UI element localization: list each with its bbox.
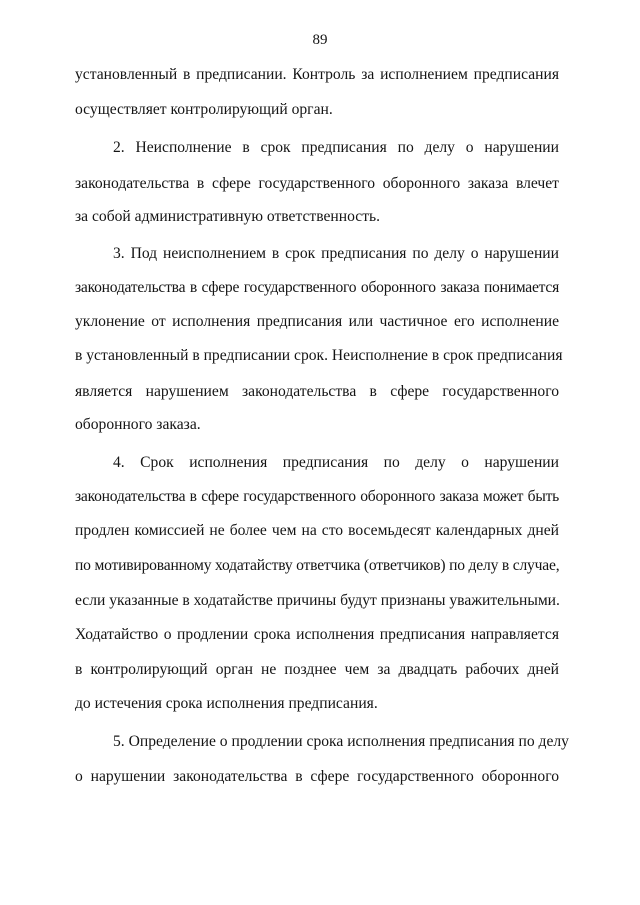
- text-line: Ходатайство о продлении срока исполнения предписания направляется: [75, 626, 559, 643]
- text-line: 5. Определение о продлении срока исполнения предписания по делу: [113, 733, 569, 750]
- text-line: установленный в предписании. Контроль за исполнением предписания: [75, 66, 559, 83]
- text-line: продлен комиссией не более чем на сто восемьдесят календарных дней: [75, 522, 559, 539]
- text-line: о нарушении законодательства в сфере государственного оборонного: [75, 768, 559, 785]
- text-line: 3. Под неисполнением в срок предписания по делу о нарушении: [113, 245, 559, 262]
- text-line: законодательства в сфере государственного оборонного заказа может быть: [75, 488, 559, 505]
- text-line: является нарушением законодательства в сфере государственного: [75, 383, 559, 400]
- text-line: осуществляет контролирующий орган.: [75, 101, 333, 118]
- text-line: в контролирующий орган не позднее чем за двадцать рабочих дней: [75, 661, 559, 678]
- text-line: законодательства в сфере государственного оборонного заказа влечет: [75, 175, 559, 192]
- text-line: до истечения срока исполнения предписания.: [75, 695, 378, 712]
- text-line: по мотивированному ходатайству ответчика (ответчиков) по делу в случае,: [75, 557, 560, 574]
- text-line: за собой административную ответственность.: [75, 208, 381, 225]
- text-line: уклонение от исполнения предписания или частичное его исполнение: [75, 313, 559, 330]
- text-line: оборонного заказа.: [75, 416, 201, 433]
- text-line: 4. Срок исполнения предписания по делу о нарушении: [113, 454, 559, 471]
- text-line: если указанные в ходатайстве причины будут признаны уважительными.: [75, 592, 560, 609]
- text-line: 2. Неисполнение в срок предписания по делу о нарушении: [113, 139, 559, 156]
- text-line: законодательства в сфере государственного оборонного заказа понимается: [75, 279, 559, 296]
- page-number: 89: [312, 32, 328, 48]
- text-line: в установленный в предписании срок. Неисполнение в срок предписания: [75, 347, 563, 364]
